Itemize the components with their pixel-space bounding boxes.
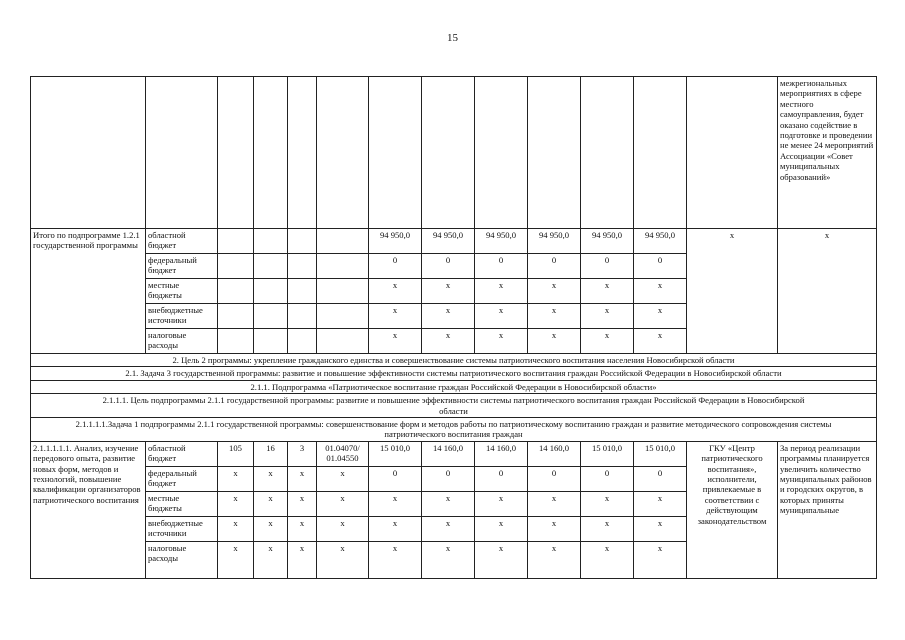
code-cell: x xyxy=(254,466,288,491)
value-cell: x xyxy=(528,516,581,541)
value-cell: 15 010,0 xyxy=(634,441,687,466)
value-cell: 0 xyxy=(422,254,475,279)
value-cell: x xyxy=(369,304,422,329)
source-cell: местные бюджеты xyxy=(146,279,218,304)
value-cell: 94 950,0 xyxy=(422,229,475,254)
code-cell: x xyxy=(288,491,317,516)
value-cell: x xyxy=(475,329,528,354)
banner-goal: 2. Цель 2 программы: укрепление гражданского единства и совершенствование системы патриотического воспитания населения Новосибирской области xyxy=(31,354,877,367)
value-cell: x xyxy=(475,279,528,304)
code-cell: x xyxy=(218,466,254,491)
executor-cell: x xyxy=(687,229,778,354)
value-cell: 0 xyxy=(528,254,581,279)
measure-label: 2.1.1.1.1.1. Анализ, изучение передового опыта, развитие новых форм, методов и технологий, повышение квалификации организаторов патриотического воспитания xyxy=(31,441,146,578)
value-cell: x xyxy=(369,329,422,354)
page-number: 15 xyxy=(447,32,458,44)
value-cell: x xyxy=(528,304,581,329)
code-cell: x xyxy=(288,516,317,541)
code-cell: x xyxy=(254,491,288,516)
value-cell: x xyxy=(634,329,687,354)
value-cell: 94 950,0 xyxy=(369,229,422,254)
value-cell: x xyxy=(634,516,687,541)
banner-subprogram: 2.1.1. Подпрограмма «Патриотическое воспитание граждан Российской Федерации в Новосибирской области» xyxy=(31,380,877,393)
code-cell: x xyxy=(288,541,317,578)
code-cell: x xyxy=(254,541,288,578)
value-cell: 0 xyxy=(581,466,634,491)
value-cell: x xyxy=(475,516,528,541)
value-cell: x xyxy=(581,329,634,354)
value-cell: x xyxy=(369,516,422,541)
banner-task: 2.1. Задача 3 государственной программы: развитие и повышение эффективности системы патриотического воспитания граждан Российской Федерации в Новосибирской области xyxy=(31,367,877,380)
value-cell: x xyxy=(475,491,528,516)
code-cell: 105 xyxy=(218,441,254,466)
code-cell: x xyxy=(218,491,254,516)
program-table xyxy=(30,76,877,579)
value-cell: 15 010,0 xyxy=(581,441,634,466)
value-cell: 0 xyxy=(634,466,687,491)
result-cell: x xyxy=(778,229,877,354)
code-cell: x xyxy=(218,516,254,541)
value-cell: 0 xyxy=(475,466,528,491)
measure-row xyxy=(31,441,877,466)
value-cell: x xyxy=(475,304,528,329)
result-note: межрегиональных мероприятиях в сфере местного самоуправления, будет оказано содействие в подготовке и проведении не менее 24 мероприятий Ассоциации «Совет муниципальных образований» xyxy=(778,77,877,229)
value-cell: 0 xyxy=(369,466,422,491)
value-cell: x xyxy=(369,279,422,304)
source-cell: федеральный бюджет xyxy=(146,254,218,279)
value-cell: x xyxy=(634,541,687,578)
value-cell: x xyxy=(369,491,422,516)
value-cell: 94 950,0 xyxy=(528,229,581,254)
value-cell: x xyxy=(581,304,634,329)
value-cell: x xyxy=(422,541,475,578)
value-cell: x xyxy=(634,304,687,329)
code-cell: x xyxy=(317,491,369,516)
code-cell: x xyxy=(317,541,369,578)
value-cell: 0 xyxy=(581,254,634,279)
code-cell: x xyxy=(218,541,254,578)
code-cell: x xyxy=(254,516,288,541)
value-cell: x xyxy=(475,541,528,578)
value-cell: x xyxy=(581,491,634,516)
source-cell: областной бюджет xyxy=(146,229,218,254)
code-cell: x xyxy=(317,516,369,541)
source-cell: внебюджетные источники xyxy=(146,304,218,329)
result-cell: За период реализации программы планируется увеличить количество муниципальных районов и городских округов, в которых приняты муниципальные xyxy=(778,441,877,578)
value-cell: x xyxy=(369,541,422,578)
value-cell: x xyxy=(528,541,581,578)
source-cell: местные бюджеты xyxy=(146,491,218,516)
value-cell: x xyxy=(422,304,475,329)
value-cell: 0 xyxy=(634,254,687,279)
continuation-row xyxy=(31,77,877,229)
value-cell: 0 xyxy=(369,254,422,279)
banner-subgoal: 2.1.1.1. Цель подпрограммы 2.1.1 государственной программы: развитие и повышение эффективности системы патриотического воспитания граждан Российской Федерации в Новосибирской области xyxy=(31,394,877,418)
value-cell: x xyxy=(422,279,475,304)
source-cell: федеральный бюджет xyxy=(146,466,218,491)
value-cell: x xyxy=(581,279,634,304)
value-cell: x xyxy=(422,329,475,354)
source-cell: внебюджетные источники xyxy=(146,516,218,541)
banner-subtask: 2.1.1.1.1.Задача 1 подпрограммы 2.1.1 государственной программы: совершенствование форм и методов работы по патриотическому воспитанию граждан и развитие методического сопровождения системы патриотического воспитания граждан xyxy=(31,418,877,442)
itogo-row xyxy=(31,229,877,254)
source-cell: налоговые расходы xyxy=(146,541,218,578)
value-cell: x xyxy=(528,329,581,354)
value-cell: 14 160,0 xyxy=(475,441,528,466)
code-cell: x xyxy=(317,466,369,491)
value-cell: x xyxy=(528,279,581,304)
code-cell: 3 xyxy=(288,441,317,466)
value-cell: 94 950,0 xyxy=(634,229,687,254)
value-cell: x xyxy=(581,516,634,541)
value-cell: 94 950,0 xyxy=(581,229,634,254)
code-cell: 16 xyxy=(254,441,288,466)
value-cell: 0 xyxy=(422,466,475,491)
value-cell: x xyxy=(634,491,687,516)
value-cell: 14 160,0 xyxy=(528,441,581,466)
source-cell: налоговые расходы xyxy=(146,329,218,354)
value-cell: x xyxy=(581,541,634,578)
source-cell: областной бюджет xyxy=(146,441,218,466)
value-cell: 14 160,0 xyxy=(422,441,475,466)
executor-cell: ГКУ «Центр патриотического воспитания», исполнители, привлекаемые в соответствии с действующим законодательством xyxy=(687,441,778,578)
value-cell: x xyxy=(528,491,581,516)
value-cell: x xyxy=(422,516,475,541)
value-cell: x xyxy=(634,279,687,304)
value-cell: 94 950,0 xyxy=(475,229,528,254)
value-cell: 0 xyxy=(475,254,528,279)
value-cell: 15 010,0 xyxy=(369,441,422,466)
value-cell: x xyxy=(422,491,475,516)
code-cell: 01.04070/ 01.04550 xyxy=(317,441,369,466)
code-cell: x xyxy=(288,466,317,491)
value-cell: 0 xyxy=(528,466,581,491)
itogo-label: Итого по подпрограмме 1.2.1 государственной программы xyxy=(31,229,146,354)
